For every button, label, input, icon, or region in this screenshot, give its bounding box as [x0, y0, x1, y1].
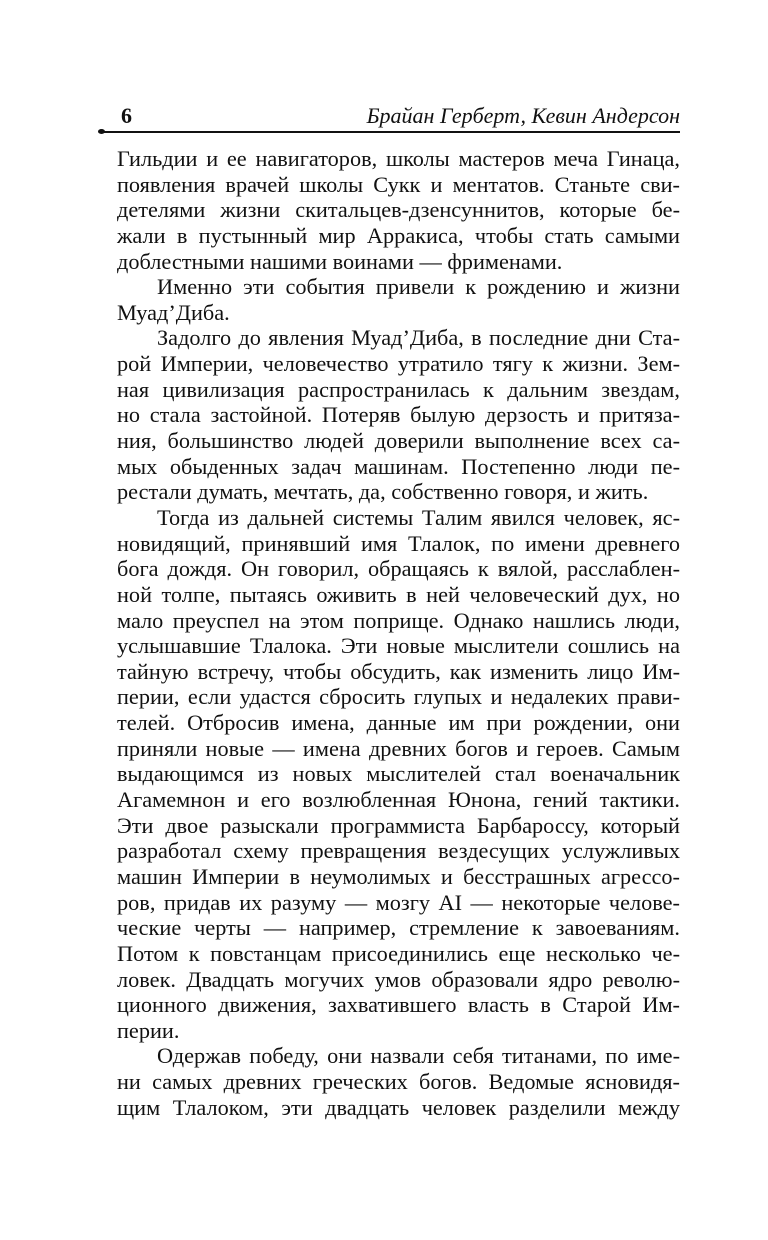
header-rule-ornament [98, 129, 105, 134]
text-line: ни самых древних греческих богов. Ведомые ясновидя- [117, 1069, 680, 1095]
text-line: приняли новые — имена древних богов и героев. Самым [117, 735, 680, 761]
text-line: выдающимся из новых мыслителей стал военачальник [117, 761, 680, 787]
page-body-text [117, 146, 680, 1120]
text-line: доблестными нашими воинами — фрименами. [117, 248, 563, 274]
text-line: тайную встречу, чтобы обсудить, как изменить лицо Им- [117, 658, 680, 684]
text-line: Одержав победу, они назвали себя титанами, по име- [157, 1043, 680, 1069]
text-line: телей. Отбросив имена, данные им при рождении, они [117, 710, 680, 736]
page-number: 6 [121, 103, 132, 128]
text-line: бога дождя. Он говорил, обращаясь к вялой, расслаблен- [117, 556, 680, 582]
text-line: Тогда из дальней системы Талим явился человек, яс- [157, 504, 680, 530]
text-line: Муад’Диба. [117, 299, 230, 325]
text-line: ния, большинство людей доверили выполнение всех са- [117, 428, 680, 454]
text-line: ров, придав их разуму — мозгу AI — некоторые челове- [117, 889, 680, 915]
text-line: Эти двое разыскали программиста Барбароссу, который [117, 812, 680, 838]
text-line: перии. [117, 1017, 180, 1043]
text-line: ная цивилизация распространилась к дальним звездам, [117, 376, 680, 402]
text-line: Потом к повстанцам присоединились еще несколько че- [117, 940, 680, 966]
text-line: услышавшие Тлалока. Эти новые мыслители сошлись на [117, 633, 680, 659]
text-line: щим Тлалоком, эти двадцать человек разделили между [117, 1094, 680, 1120]
text-line: новидящий, принявший имя Тлалок, по имени древнего [117, 530, 680, 556]
text-line: жали в пустынный мир Арракиса, чтобы стать самыми [117, 222, 680, 248]
text-line: мых обыденных задач машинам. Постепенно люди пе- [117, 453, 680, 479]
text-line: Гильдии и ее навигаторов, школы мастеров меча Гинаца, [117, 146, 680, 171]
header-rule [100, 131, 680, 133]
text-line: ционного движения, захватившего власть в Старой Им- [117, 992, 680, 1018]
text-line: Задолго до явления Муад’Диба, в последние дни Ста- [157, 325, 680, 351]
running-header [117, 103, 680, 133]
text-line: Именно эти события привели к рождению и жизни [157, 274, 680, 300]
text-line: детелями жизни скитальцев-дзенсуннитов, которые бе- [117, 197, 680, 223]
text-line: ной толпе, пытаясь оживить в ней человеческий дух, но [117, 581, 680, 607]
text-line: перии, если удастся сбросить глупых и недалеких прави- [117, 684, 680, 710]
running-title: Брайан Герберт, Кевин Андерсон [366, 103, 680, 128]
text-line: разработал схему превращения вездесущих услужливых [117, 838, 680, 864]
text-line: рой Империи, человечество утратило тягу к жизни. Зем- [117, 351, 680, 377]
text-line: ческие черты — например, стремление к завоеваниям. [117, 915, 680, 941]
text-line: ловек. Двадцать могучих умов образовали ядро револю- [117, 966, 680, 992]
text-line: мало преуспел на этом поприще. Однако нашлись люди, [117, 607, 680, 633]
text-line: машин Империи в неумолимых и бесстрашных агрессо- [117, 863, 680, 889]
text-line: рестали думать, мечтать, да, собственно говоря, и жить. [117, 479, 649, 505]
text-line: появления врачей школы Сукк и ментатов. Станьте сви- [117, 171, 680, 197]
text-line: но стала застойной. Потеряв былую дерзость и притяза- [117, 402, 680, 428]
text-line: Агамемнон и его возлюбленная Юнона, гений тактики. [117, 787, 680, 813]
